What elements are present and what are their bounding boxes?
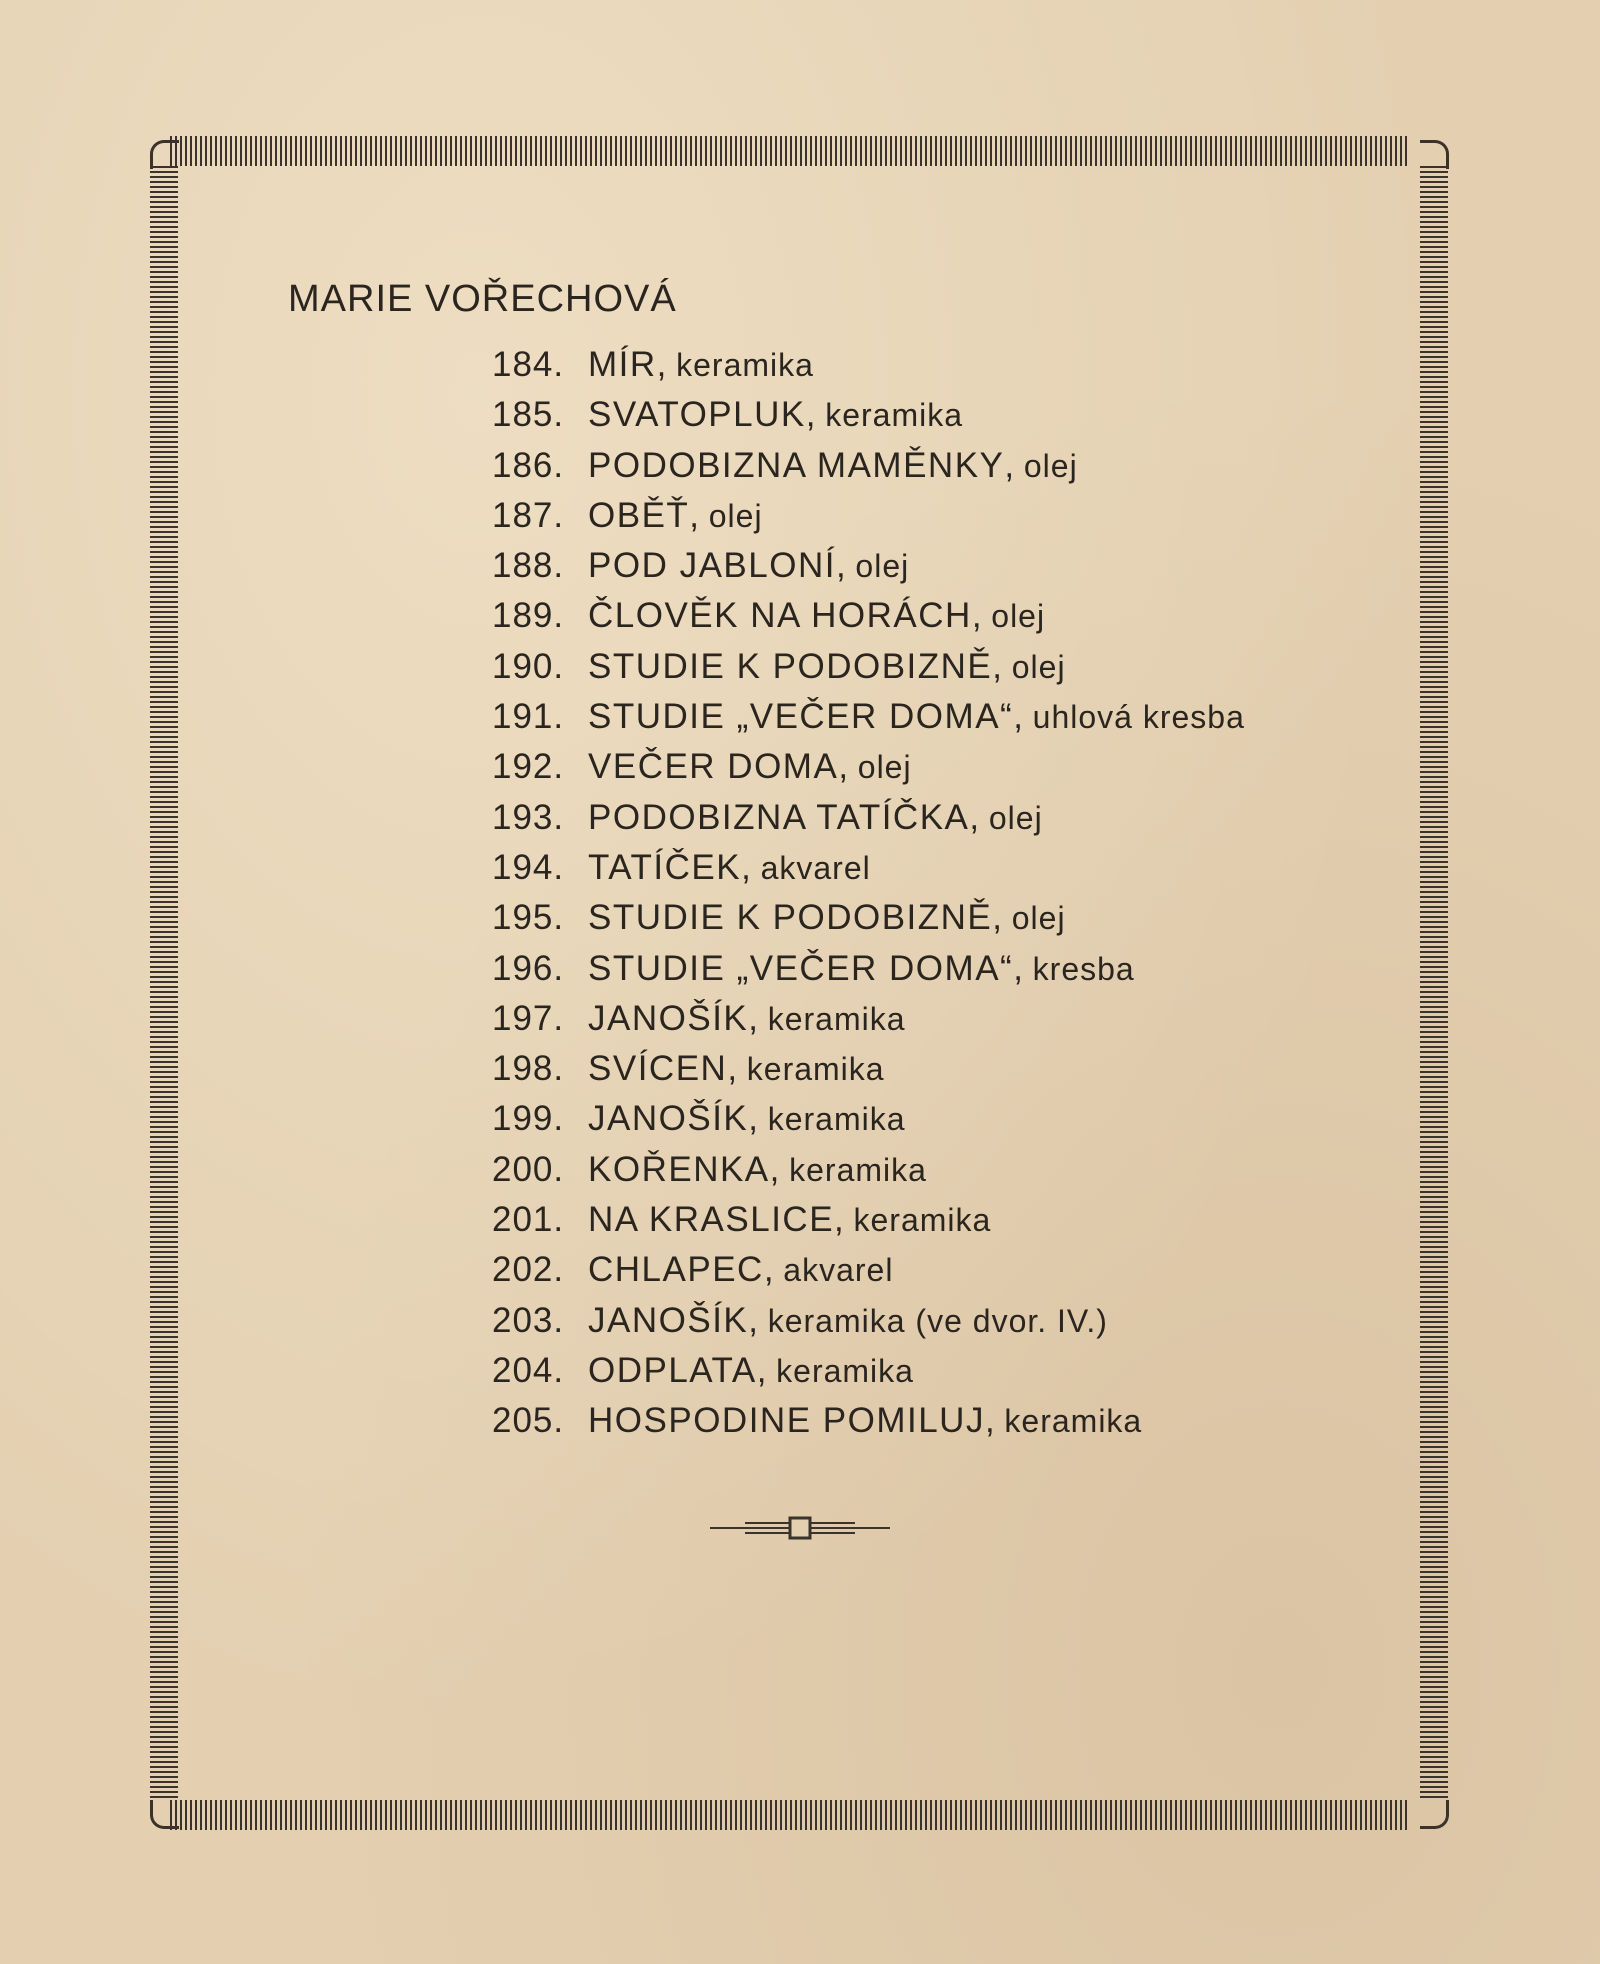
work-number: 195. — [492, 898, 565, 938]
work-item — [492, 1044, 1245, 1094]
frame-corner-top-left — [150, 140, 179, 169]
work-number: 186. — [492, 445, 565, 485]
work-title: JANOŠÍK — [588, 998, 749, 1038]
work-medium: keramika — [676, 347, 814, 383]
work-separator: , — [748, 1099, 768, 1139]
work-number: 194. — [492, 847, 565, 887]
work-medium: keramika — [825, 397, 964, 434]
work-medium: akvarel — [760, 849, 871, 886]
decorative-frame-right — [1420, 166, 1448, 1800]
work-title: ODPLATA — [588, 1350, 757, 1390]
work-medium: keramika — [789, 1151, 927, 1188]
work-medium: olej — [991, 598, 1046, 635]
work-separator: , — [727, 1049, 747, 1089]
work-number: 187. — [492, 495, 565, 535]
work-medium: olej — [1023, 447, 1078, 484]
work-item — [492, 944, 1245, 994]
work-number: 189. — [492, 596, 565, 636]
work-title: OBĚŤ — [588, 495, 690, 535]
work-medium: uhlová kresba — [1032, 699, 1245, 736]
work-number: 205. — [492, 1401, 565, 1441]
work-item — [492, 642, 1245, 692]
work-title: HOSPODINE POMILUJ — [588, 1401, 985, 1441]
work-title: STUDIE „VEČER DOMA“ — [588, 697, 1014, 737]
work-separator: , — [689, 495, 709, 535]
work-medium: olej — [857, 749, 912, 786]
work-medium: olej — [1011, 900, 1066, 937]
work-item — [492, 1195, 1245, 1245]
work-number: 191. — [492, 697, 565, 737]
work-medium: keramika (ve dvor. IV.) — [767, 1302, 1108, 1339]
work-title: VEČER DOMA — [588, 747, 839, 787]
work-separator: , — [769, 1149, 790, 1189]
work-number: 197. — [492, 998, 565, 1038]
work-separator: , — [748, 998, 768, 1038]
work-number: 190. — [492, 646, 565, 686]
work-title: JANOŠÍK — [588, 1099, 749, 1139]
work-title: ČLOVĚK NA HORÁCH — [588, 596, 972, 636]
work-item — [492, 1245, 1245, 1295]
frame-corner-bottom-left — [150, 1800, 179, 1829]
work-number: 192. — [492, 747, 565, 787]
work-separator: , — [1013, 697, 1033, 737]
frame-corner-bottom-right — [1420, 1800, 1449, 1829]
author-name: MARIE VOŘECHOVÁ — [288, 278, 677, 320]
work-separator: , — [763, 1250, 784, 1290]
work-title: CHLAPEC — [588, 1250, 764, 1290]
frame-corner-top-right — [1420, 140, 1449, 169]
work-item — [492, 541, 1245, 591]
work-title: STUDIE K PODOBIZNĚ — [588, 898, 993, 938]
work-number: 204. — [492, 1350, 565, 1390]
work-medium: olej — [708, 497, 763, 534]
work-separator: , — [992, 898, 1012, 938]
work-title: POD JABLONÍ — [588, 546, 836, 586]
work-medium: keramika — [1004, 1403, 1143, 1440]
work-title: TATÍČEK — [588, 847, 742, 887]
work-item — [492, 340, 1245, 390]
work-item — [492, 1145, 1245, 1195]
work-item — [492, 1346, 1245, 1396]
work-item — [492, 793, 1245, 843]
work-title: PODOBIZNA TATÍČKA — [588, 797, 970, 837]
work-item — [492, 994, 1245, 1044]
work-medium: keramika — [767, 1000, 906, 1037]
work-item — [492, 893, 1245, 943]
work-number: 185. — [492, 395, 565, 435]
work-item — [492, 491, 1245, 541]
work-number: 193. — [492, 797, 565, 837]
work-title: MÍR — [588, 345, 657, 384]
work-separator: , — [1004, 445, 1024, 485]
work-title: SVATOPLUK — [588, 395, 806, 435]
work-title: JANOŠÍK — [588, 1300, 749, 1340]
decorative-frame-left — [150, 166, 178, 1800]
work-separator: , — [741, 847, 761, 887]
work-number: 201. — [492, 1200, 565, 1240]
work-item — [492, 1296, 1245, 1346]
work-number: 184. — [492, 345, 565, 384]
works-list — [492, 340, 1245, 1447]
work-number: 188. — [492, 546, 565, 586]
work-separator: , — [835, 546, 856, 586]
divider-ornament-icon — [710, 1514, 890, 1542]
work-medium: keramika — [767, 1101, 906, 1138]
work-separator: , — [1013, 948, 1033, 988]
work-number: 203. — [492, 1300, 565, 1340]
work-title: PODOBIZNA MAMĚNKY — [588, 445, 1005, 485]
work-separator: , — [984, 1401, 1005, 1441]
work-separator: , — [992, 646, 1012, 686]
work-title: STUDIE K PODOBIZNĚ — [588, 646, 993, 686]
work-medium: kresba — [1032, 950, 1135, 987]
work-number: 202. — [492, 1250, 565, 1290]
work-separator: , — [834, 1200, 854, 1240]
work-item — [492, 1094, 1245, 1144]
work-medium: akvarel — [783, 1252, 894, 1289]
work-title: STUDIE „VEČER DOMA“ — [588, 948, 1014, 988]
work-separator: , — [748, 1300, 768, 1340]
work-separator: , — [969, 797, 989, 837]
work-title: SVÍCEN — [588, 1049, 728, 1089]
work-item — [492, 843, 1245, 893]
work-number: 200. — [492, 1149, 565, 1189]
work-medium: keramika — [853, 1202, 992, 1239]
decorative-frame-top — [170, 136, 1410, 166]
work-item — [492, 742, 1245, 792]
work-item — [492, 390, 1245, 440]
decorative-frame-bottom — [170, 1800, 1410, 1830]
work-medium: keramika — [776, 1352, 914, 1389]
work-title: NA KRASLICE — [588, 1200, 835, 1240]
work-item — [492, 1396, 1245, 1446]
work-number: 199. — [492, 1099, 565, 1139]
work-title: KOŘENKA — [588, 1149, 770, 1189]
work-separator: , — [805, 395, 826, 435]
work-separator: , — [838, 747, 858, 787]
work-medium: keramika — [746, 1051, 885, 1088]
work-separator: , — [971, 596, 992, 636]
work-medium: olej — [988, 799, 1043, 836]
work-number: 198. — [492, 1049, 565, 1089]
work-number: 196. — [492, 948, 565, 988]
work-item — [492, 441, 1245, 491]
work-separator: , — [656, 345, 677, 384]
work-medium: olej — [855, 548, 910, 585]
work-medium: olej — [1011, 648, 1066, 685]
work-item — [492, 591, 1245, 641]
work-separator: , — [756, 1350, 777, 1390]
work-item — [492, 692, 1245, 742]
